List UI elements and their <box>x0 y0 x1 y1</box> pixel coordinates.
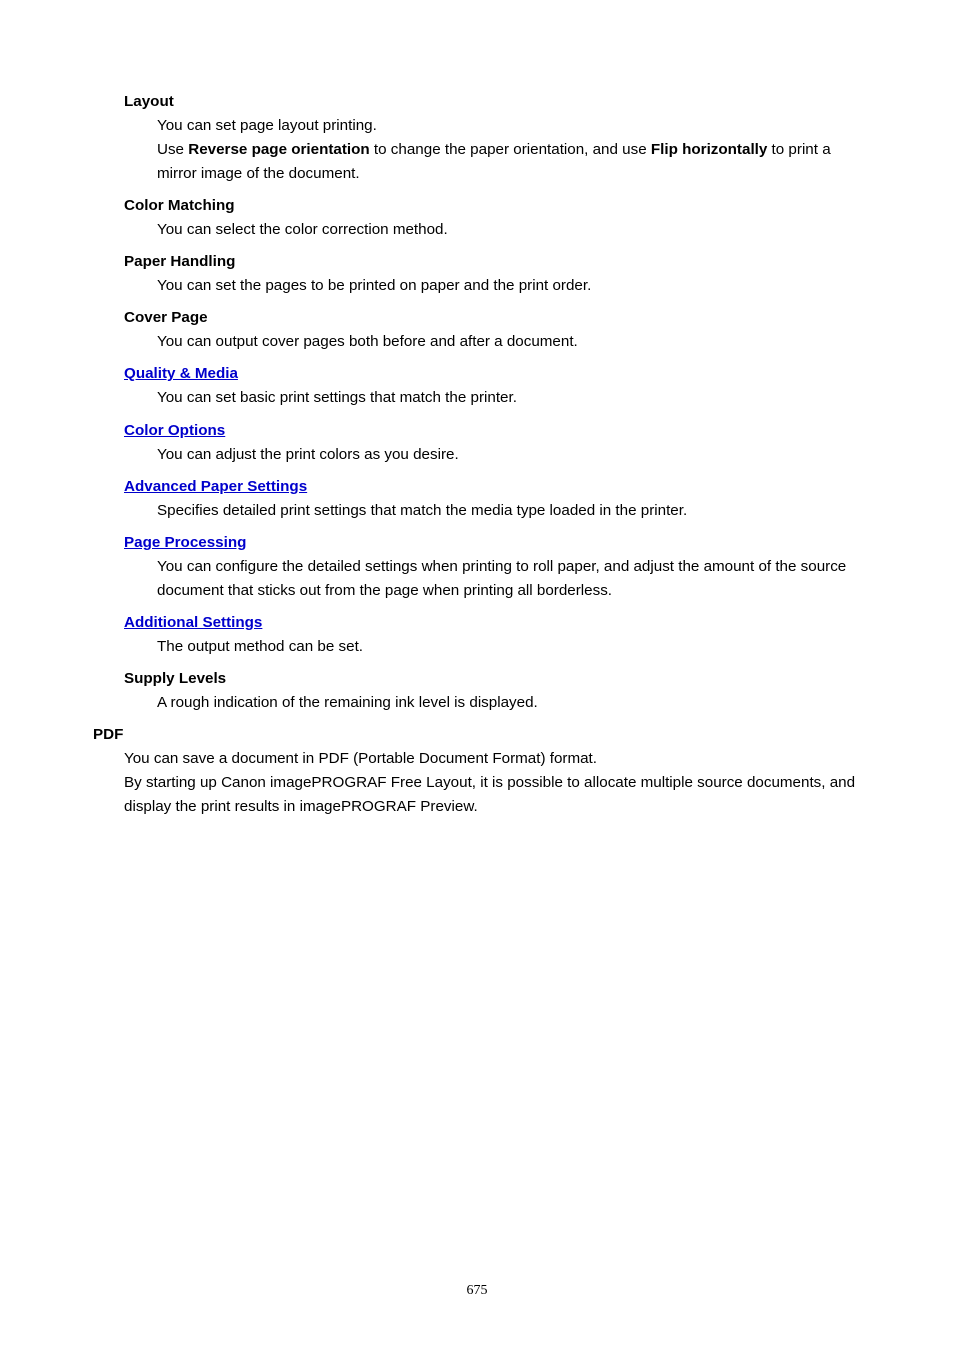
term-advanced-paper-settings <box>124 475 954 499</box>
item-advanced-paper-settings <box>0 475 954 523</box>
desc-quality-media: You can set basic print settings that match the printer. <box>157 389 517 406</box>
page-number: 675 <box>466 1283 488 1298</box>
rich-mid: to change the paper orientation, and use <box>369 141 651 158</box>
term-supply-levels: Supply Levels <box>124 670 227 687</box>
term-pdf: PDF <box>93 726 124 743</box>
term-color-matching: Color Matching <box>124 197 235 214</box>
rich-bold-flip: Flip horizontally <box>650 141 768 158</box>
desc-layout-rich <box>157 138 858 186</box>
link-advanced-paper-settings[interactable]: Advanced Paper Settings <box>124 478 308 495</box>
term-quality-media <box>124 362 954 386</box>
rich-post: to print a mirror image of the document. <box>157 141 831 182</box>
item-supply-levels <box>0 667 954 715</box>
item-layout <box>0 90 954 186</box>
desc-color-matching: You can select the color correction method. <box>157 221 448 238</box>
term-cover-page: Cover Page <box>124 309 208 326</box>
desc-layout-line: You can set page layout printing. <box>157 117 377 134</box>
term-additional-settings <box>124 611 954 635</box>
desc-advanced-paper-settings: Specifies detailed print settings that match the media type loaded in the printer. <box>157 502 688 519</box>
desc-layout <box>157 114 858 186</box>
rich-pre: Use <box>157 141 189 158</box>
desc-color-options: You can adjust the print colors as you desire. <box>157 446 459 463</box>
desc-page-processing: You can configure the detailed settings when printing to roll paper, and adjust the amount of the source document that sticks out from the page when printing all borderless. <box>157 558 847 599</box>
item-color-options <box>0 419 954 467</box>
desc-supply-levels: A rough indication of the remaining ink level is displayed. <box>157 694 538 711</box>
item-color-matching <box>0 194 954 242</box>
item-additional-settings <box>0 611 954 659</box>
term-page-processing <box>124 531 954 555</box>
item-cover-page <box>0 306 954 354</box>
item-page-processing <box>0 531 954 603</box>
rich-bold-reverse: Reverse page orientation <box>188 141 370 158</box>
item-quality-media <box>0 362 954 410</box>
link-color-options[interactable]: Color Options <box>124 422 226 439</box>
item-pdf <box>0 723 954 819</box>
term-layout: Layout <box>124 93 174 110</box>
document-body <box>0 90 954 819</box>
desc-pdf-line-2: By starting up Canon imagePROGRAF Free Layout, it is possible to allocate multiple source documents, and display the print results in imagePROGRAF Preview. <box>124 774 856 815</box>
link-additional-settings[interactable]: Additional Settings <box>124 614 263 631</box>
desc-pdf <box>124 747 858 819</box>
desc-additional-settings: The output method can be set. <box>157 638 364 655</box>
desc-cover-page: You can output cover pages both before and after a document. <box>157 333 578 350</box>
desc-pdf-line-1: You can save a document in PDF (Portable Document Format) format. <box>124 750 597 767</box>
term-color-options <box>124 419 954 443</box>
desc-paper-handling: You can set the pages to be printed on paper and the print order. <box>157 277 592 294</box>
link-page-processing[interactable]: Page Processing <box>124 534 247 551</box>
link-quality-media[interactable]: Quality & Media <box>124 365 238 382</box>
term-paper-handling: Paper Handling <box>124 253 236 270</box>
item-paper-handling <box>0 250 954 298</box>
